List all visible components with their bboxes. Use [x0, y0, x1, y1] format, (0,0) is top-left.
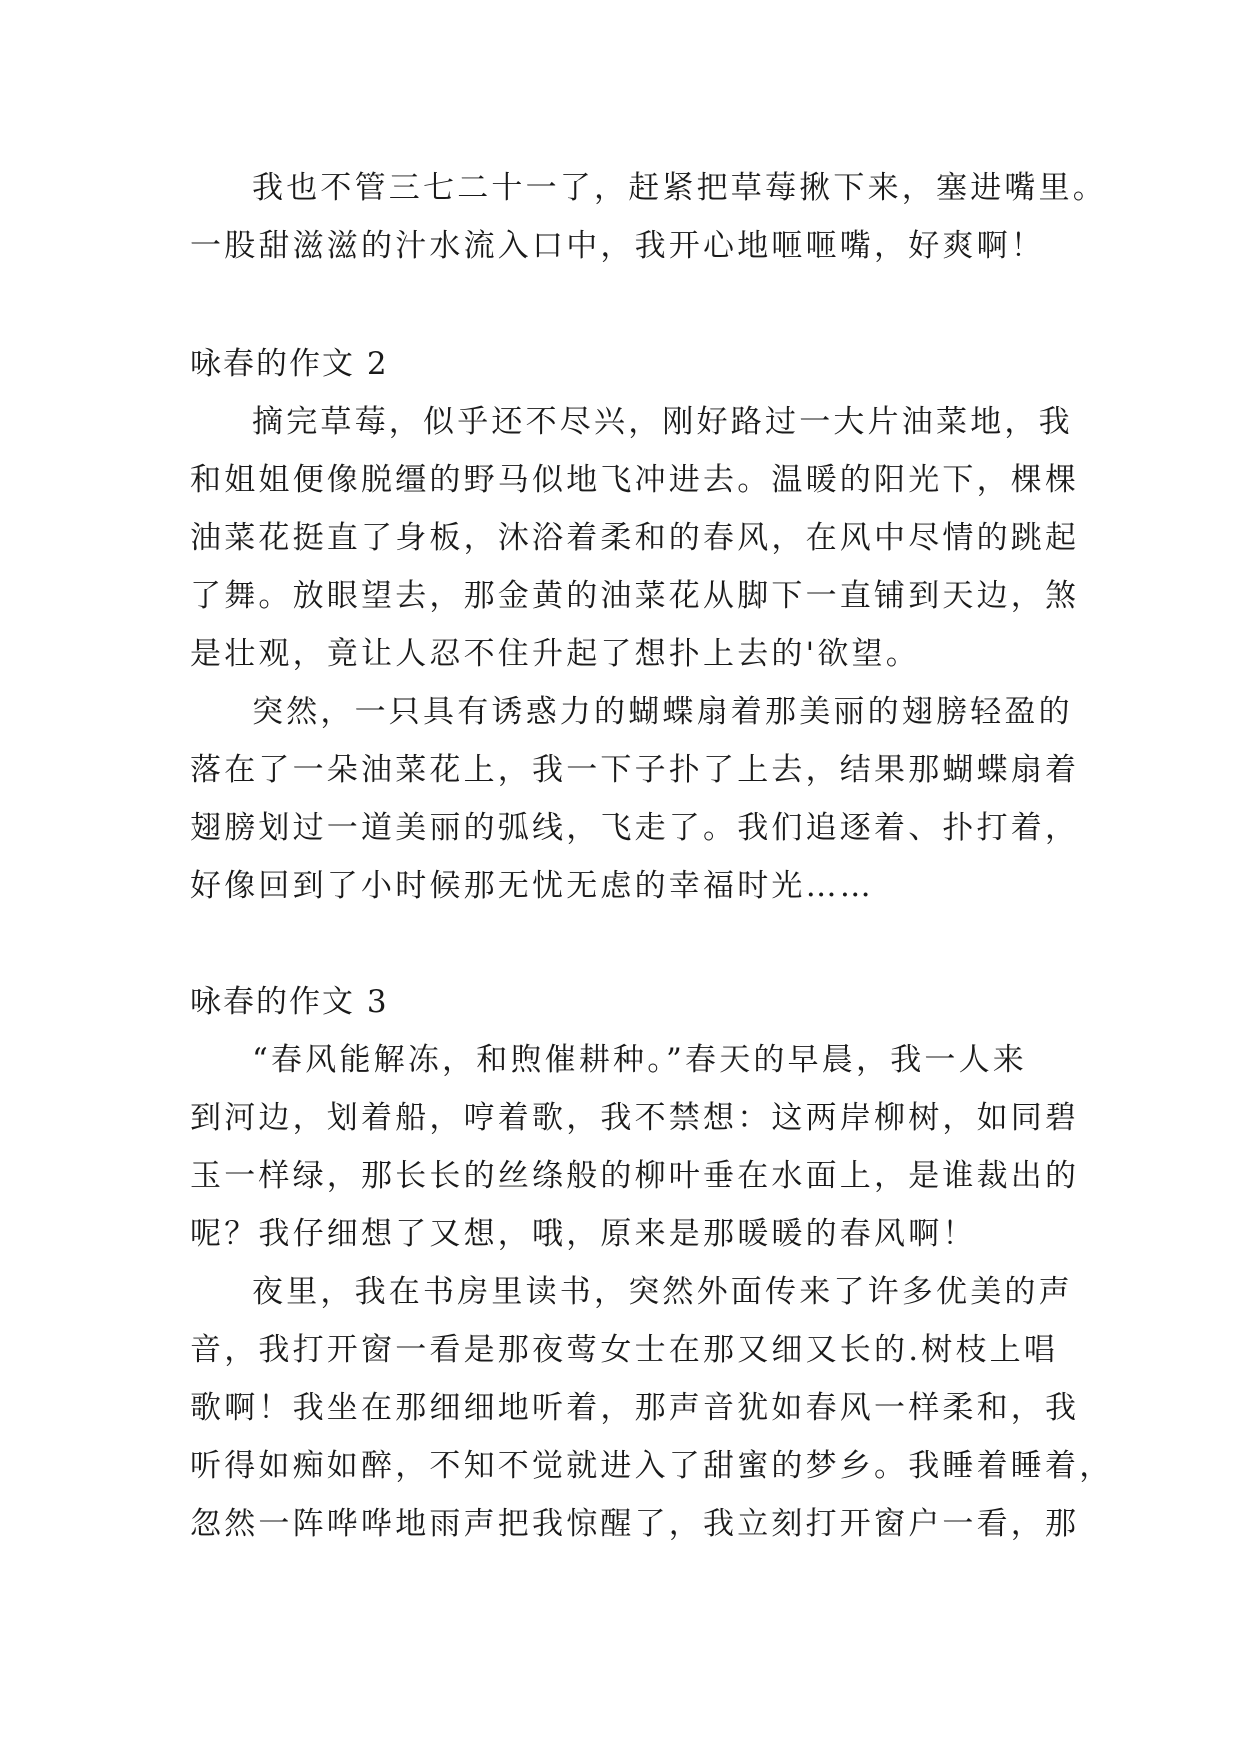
paragraph-line: 摘完草莓，似乎还不尽兴，刚好路过一大片油菜地，我 [252, 404, 1073, 440]
paragraph-line: 忽然一阵哗哗地雨声把我惊醒了，我立刻打开窗户一看，那 [190, 1506, 1080, 1542]
paragraph-line: 玉一样绿，那长长的丝绦般的柳叶垂在水面上，是谁裁出的 [190, 1158, 1080, 1194]
paragraph-line: 一股甜滋滋的汁水流入口中，我开心地咂咂嘴，好爽啊！ [190, 228, 1045, 264]
paragraph-line: 夜里，我在书房里读书，突然外面传来了许多优美的声 [252, 1274, 1073, 1310]
paragraph-line: 落在了一朵油菜花上，我一下子扑了上去，结果那蝴蝶扇着 [190, 752, 1080, 788]
essay-heading: 咏春的作文 3 [190, 984, 389, 1020]
paragraph-line: 翅膀划过一道美丽的弧线，飞走了。我们追逐着、扑打着， [190, 810, 1080, 846]
paragraph-line: 和姐姐便像脱缰的野马似地飞冲进去。温暖的阳光下，棵棵 [190, 462, 1080, 498]
paragraph-line: 歌啊！我坐在那细细地听着，那声音犹如春风一样柔和，我 [190, 1390, 1080, 1426]
paragraph-line: 油菜花挺直了身板，沐浴着柔和的春风，在风中尽情的跳起 [190, 520, 1080, 556]
paragraph-line: 我也不管三七二十一了，赶紧把草莓揪下来，塞进嘴里。 [252, 170, 1107, 206]
paragraph-line: 了舞。放眼望去，那金黄的油菜花从脚下一直铺到天边，煞 [190, 578, 1080, 614]
paragraph-line: 突然，一只具有诱惑力的蝴蝶扇着那美丽的翅膀轻盈的 [252, 694, 1073, 730]
essay-heading: 咏春的作文 2 [190, 346, 389, 382]
paragraph-line: 到河边，划着船，哼着歌，我不禁想：这两岸柳树，如同碧 [190, 1100, 1080, 1136]
paragraph-line: 好像回到了小时候那无忧无虑的幸福时光…… [190, 868, 874, 904]
paragraph-line: “春风能解冻，和煦催耕种。”春天的早晨，我一人来 [252, 1042, 1027, 1078]
paragraph-line: 音，我打开窗一看是那夜莺女士在那又细又长的.树枝上唱 [190, 1332, 1059, 1368]
paragraph-line: 听得如痴如醉，不知不觉就进入了甜蜜的梦乡。我睡着睡着， [190, 1448, 1114, 1484]
paragraph-line: 呢？我仔细想了又想，哦，原来是那暖暖的春风啊！ [190, 1216, 977, 1252]
paragraph-line: 是壮观，竟让人忍不住升起了想扑上去的'欲望。 [190, 636, 920, 672]
